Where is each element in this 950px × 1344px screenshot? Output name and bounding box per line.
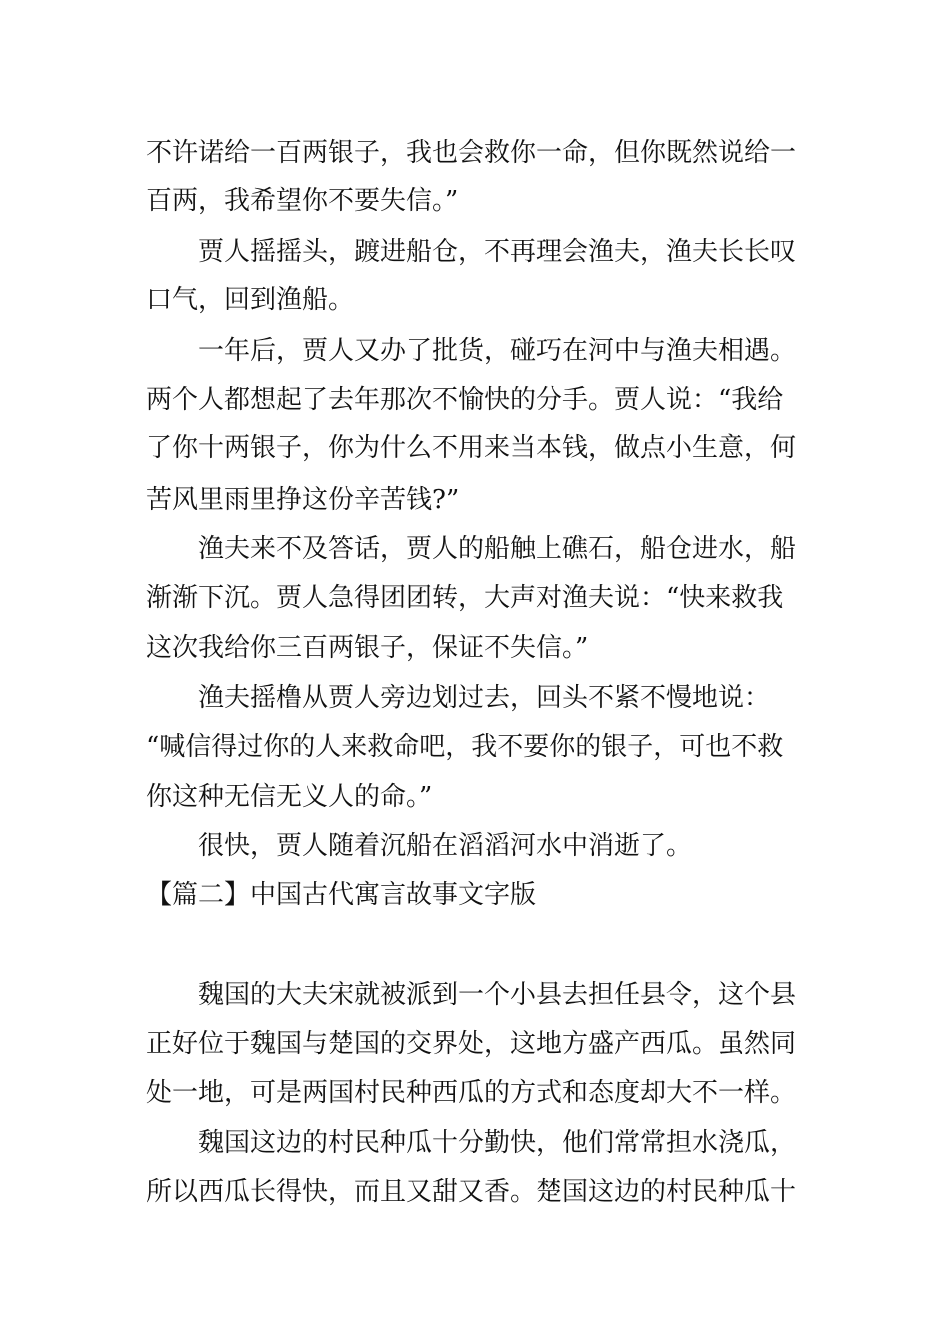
text-line: “喊信得过你的人来救命吧，我不要你的银子，可也不救 [146,732,784,762]
text-line: 正好位于魏国与楚国的交界处，这地方盛产西瓜。虽然同 [146,1029,797,1059]
text-line: 渔夫来不及答话，贾人的船触上礁石，船仓进水，船 [198,534,797,564]
text-line: 百两，我希望你不要失信。” [146,186,459,216]
text-line: 处一地，可是两国村民种西瓜的方式和态度却大不一样。 [146,1078,797,1108]
text-line: 苦风里雨里挣这份辛苦钱?” [146,485,460,515]
text-line: 魏国这边的村民种瓜十分勤快，他们常常担水浇瓜， [198,1128,797,1158]
text-line: 贾人摇摇头，踱进船仓，不再理会渔夫，渔夫长长叹 [198,237,797,267]
text-line: 渔夫摇橹从贾人旁边划过去，回头不紧不慢地说： [198,683,771,713]
text-line: 不许诺给一百两银子，我也会救你一命，但你既然说给一 [146,138,797,168]
text-line: 魏国的大夫宋就被派到一个小县去担任县令，这个县 [198,980,797,1010]
text-line: 很快，贾人随着沉船在滔滔河水中消逝了。 [198,831,693,861]
text-line: 所以西瓜长得快，而且又甜又香。楚国这边的村民种瓜十 [146,1177,797,1207]
text-line: 两个人都想起了去年那次不愉快的分手。贾人说：“我给 [146,385,784,415]
text-line: 你这种无信无义人的命。” [146,782,433,812]
text-line: 一年后，贾人又办了批货，碰巧在河中与渔夫相遇。 [198,336,797,366]
text-line: 了你十两银子，你为什么不用来当本钱，做点小生意，何 [146,433,797,463]
text-line: 这次我给你三百两银子，保证不失信。” [146,633,589,663]
text-line: 渐渐下沉。贾人急得团团转，大声对渔夫说：“快来救我 [146,583,784,613]
section-heading: 【篇二】中国古代寓言故事文字版 [146,880,537,910]
text-line: 口气，回到渔船。 [146,285,355,315]
